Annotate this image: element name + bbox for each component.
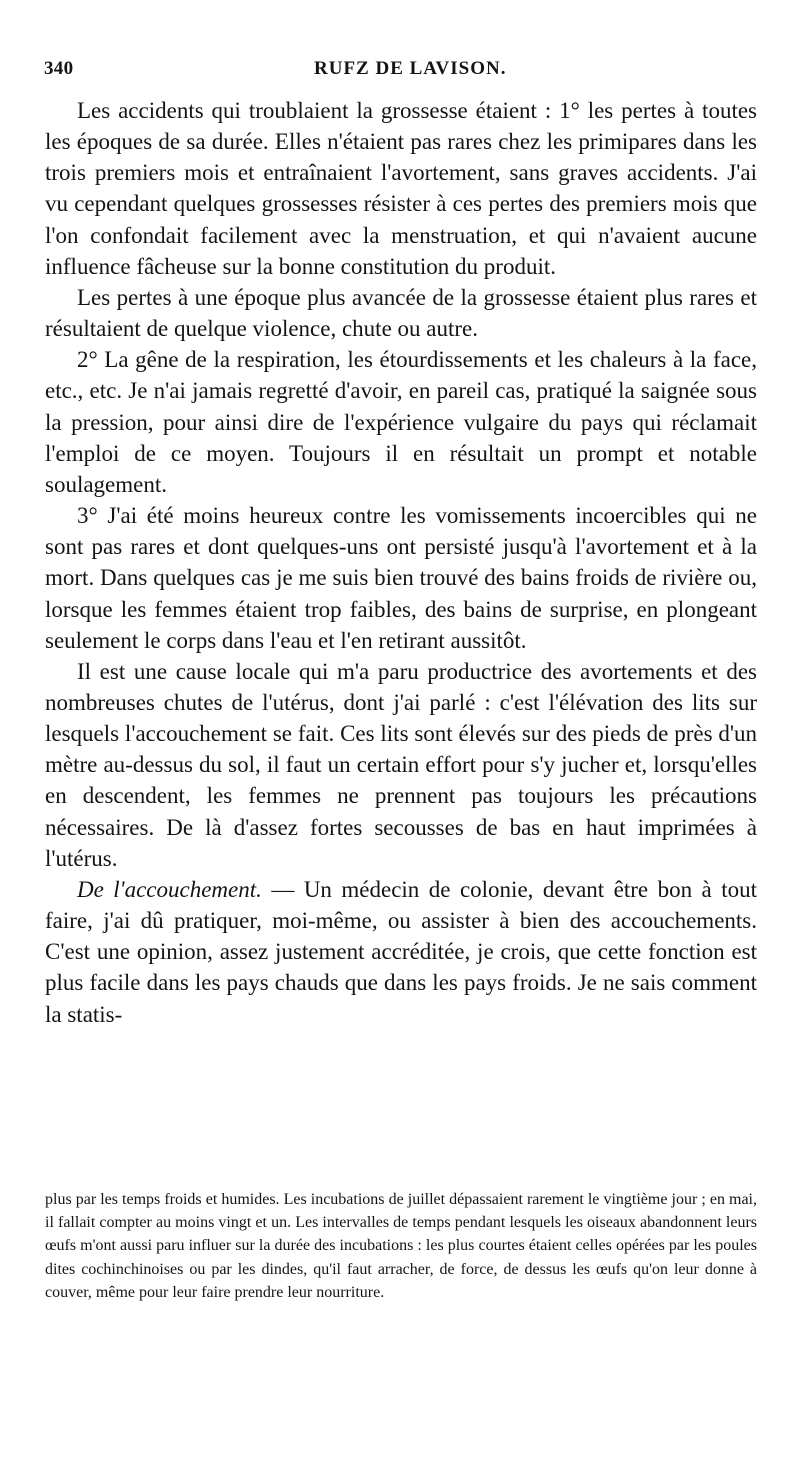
main-text xyxy=(45,95,757,1030)
childbirth-text: — Un médecin de colonie, devant être bon à tout faire, j'ai dû pratiquer, moi-même, ou assister à bien des accouchements. C'est une opinion, assez justement accréditée, je crois, que cette fonction est plus facile dans les pays chauds que dans les pays froids. Je ne sais comment la statis- xyxy=(45,876,757,1027)
paragraph-beds: Il est une cause locale qui m'a paru productrice des avortements et des nombreuses chutes de l'utérus, dont j'ai parlé : c'est l'élévation des lits sur lesquels l'accouchement se fait. Ces lits sont élevés sur des pieds de près d'un mètre au-dessus du sol, il faut un certain effort pour s'y jucher et, lorsqu'elles en descendent, les femmes ne prennent pas toujours les précautions nécessaires. De là d'assez fortes secousses de bas en haut imprimées à l'utérus. xyxy=(45,658,757,871)
running-title: RUFZ DE LAVISON. xyxy=(314,58,507,79)
running-head xyxy=(44,58,756,88)
footnote-text: plus par les temps froids et humides. Les incubations de juillet dépassaient rarement le vingtième jour ; en mai, il fallait compter au moins vingt et un. Les intervalles de temps pendant lesquels les oiseaux abandonnent leurs œufs m'ont aussi paru influer sur la durée des incubations : les plus courtes étaient celles opérées par les poules dites cochinchinoises ou par les dindes, qu'il faut arracher, de force, de dessus les œufs qu'on leur donne à couver, même pour leur faire prendre leur nourriture. xyxy=(45,1191,757,1301)
paragraph-vomiting: 3° J'ai été moins heureux contre les vomissements incoercibles qui ne sont pas rares et dont quelques-uns ont persisté jusqu'à l'avortement et à la mort. Dans quelques cas je me suis bien trouvé des bains froids de rivière ou, lorsque les femmes étaient trop faibles, des bains de surprise, en plongeant seulement le corps dans l'eau et l'en retirant aussitôt. xyxy=(45,503,757,653)
paragraph-respiration: 2° La gêne de la respiration, les étourdissements et les chaleurs à la face, etc., etc. Je n'ai jamais regretté d'avoir, en pareil cas, pratiqué la saignée sous la pression, pour ainsi dire de l'expérience vulgaire du pays qui réclamait l'emploi de ce moyen. Toujours il en résultait un prompt et notable soulagement. xyxy=(45,347,757,497)
page-number: 340 xyxy=(44,58,74,79)
footnote xyxy=(45,1188,757,1304)
section-heading-childbirth: De l'accouchement. xyxy=(77,876,262,902)
paragraph-accidents: Les accidents qui troublaient la grossesse étaient : 1° les pertes à toutes les époques de sa durée. Elles n'étaient pas rares chez les primipares dans les trois premiers mois et entraînaient l'avortement, sans graves accidents. J'ai vu cependant quelques grossesses résister à ces pertes des premiers mois que l'on confondait facilement avec la menstruation, et qui n'avaient aucune influence fâcheuse sur la bonne constitution du produit. xyxy=(45,98,757,279)
paragraph-late-losses: Les pertes à une époque plus avancée de la grossesse étaient plus rares et résultaient de quelque violence, chute ou autre. xyxy=(45,284,757,342)
paragraph-childbirth xyxy=(45,874,757,1030)
